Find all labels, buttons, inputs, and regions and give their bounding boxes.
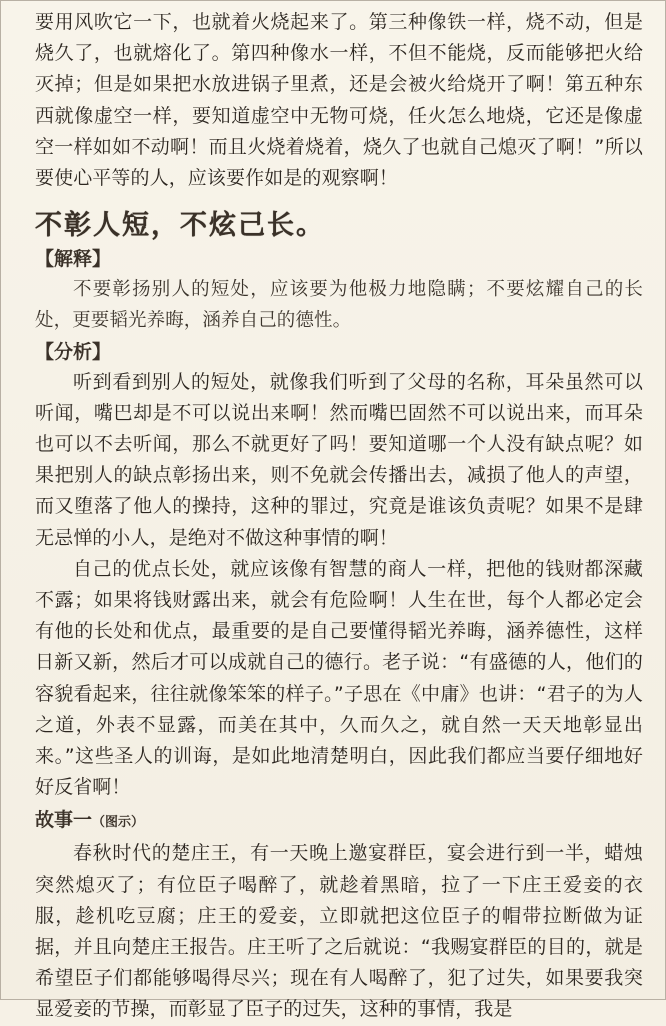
story-paragraph: 春秋时代的楚庄王，有一天晚上邀宴群臣，宴会进行到一半，蜡烛突然熄灭了；有位臣子喝醉了，就趁着黑暗，拉了一下庄王爱妾的衣服，趁机吃豆腐；庄王的爱妾，立即就把这位臣子的帽带拉断做为证据，并且向楚庄王报告。庄王听了之后就说：“我赐宴群臣的目的，就是希望臣子们都能够喝得尽兴；现在有人喝醉了，犯了过失，如果要我突显爱妾的节操，而彰显了臣子的过失，这种的事情，我是	[35, 842, 643, 1021]
story-title-text: 故事一	[35, 809, 93, 832]
page-content	[35, 7, 643, 1026]
story-title	[35, 805, 643, 838]
analysis-paragraph-2: 自己的优点长处，就应该像有智慧的商人一样，把他的钱财都深藏不露；如果将钱财露出来，就会有危险啊！人生在世，每个人都必定会有他的长处和优点，最重要的是自己要懂得韬光养晦，涵养德性，这样日新又新，然后才可以成就自己的德行。老子说：“有盛德的人，他们的容貌看起来，往往就像笨笨的样子。”子思在《中庸》也讲：“君子的为人之道，外表不显露，而美在其中，久而久之，就自然一天天地彰显出来。”这些圣人的训诲，是如此地清楚明白，因此我们都应当要仔细地好好反省啊！	[35, 557, 643, 799]
explanation-label: 【解释】	[35, 248, 112, 271]
analysis-paragraph-1: 听到看到别人的短处，就像我们听到了父母的名称，耳朵虽然可以听闻，嘴巴却是不可以说出来啊！然而嘴巴固然不可以说出来，而耳朵也可以不去听闻，那么不就更好了吗！要知道哪一个人没有缺点呢？如果把别人的缺点彰扬出来，则不免就会传播出去，减损了他人的声望，而又堕落了他人的操持，这种的罪过，究竟是谁该负责呢？如果不是肆无忌惮的小人，是绝对不做这种事情的啊！	[35, 370, 643, 549]
explanation-text: 不要彰扬别人的短处，应该要为他极力地隐瞒；不要炫耀自己的长处，更要韬光养晦，涵养自己的德性。	[35, 279, 643, 332]
story-note: （图示）	[92, 815, 145, 831]
intro-paragraph: 要用风吹它一下，也就着火烧起来了。第三种像铁一样，烧不动，但是烧久了，也就熔化了。第四种像水一样，不但不能烧，反而能够把火给灭掉；但是如果把水放进锅子里煮，还是会被火给烧开了啊！第五种东西就像虚空一样，要知道虚空中无物可烧，任火怎么地烧，它还是像虚空一样如如不动啊！而且火烧着烧着，烧久了也就自己熄灭了啊！”所以要使心平等的人，应该要作如是的观察啊！	[35, 11, 643, 190]
analysis-label: 【分析】	[35, 340, 112, 363]
section-heading: 不彰人短，不炫己长。	[35, 210, 325, 242]
